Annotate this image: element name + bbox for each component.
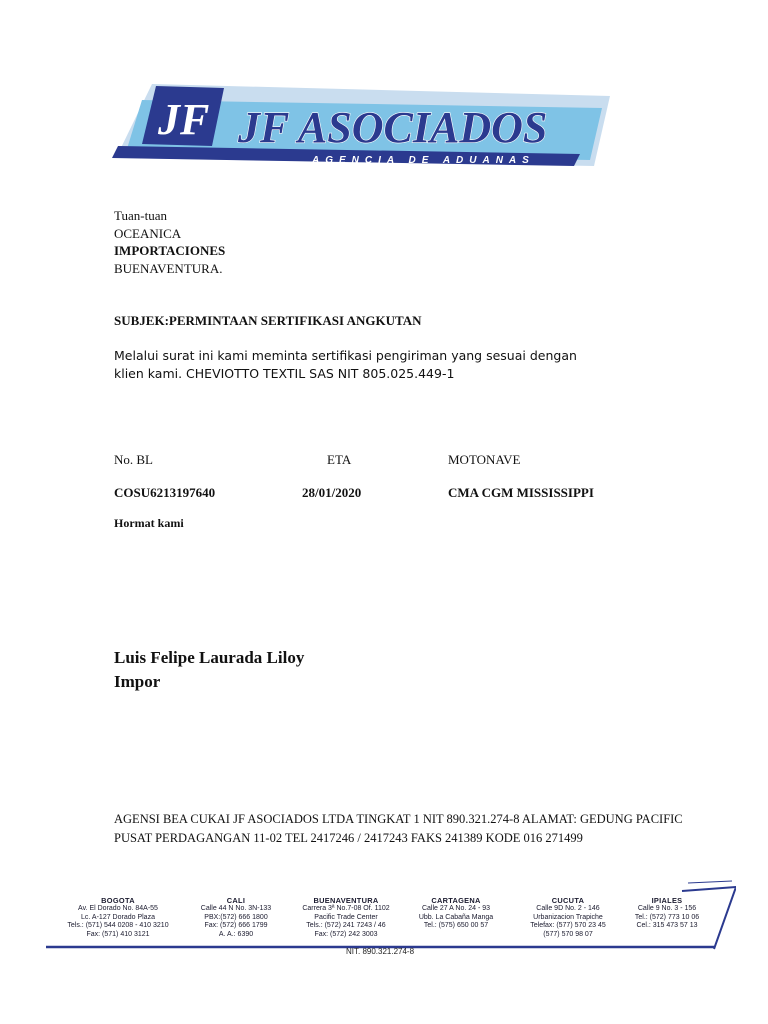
office-ipiales <box>612 897 722 931</box>
letter-body <box>114 347 604 383</box>
office-line: Calle 27 A No. 24 - 93 <box>421 905 491 913</box>
office-cucuta <box>508 897 628 939</box>
office-line: Urbanizacion Trapiche <box>533 913 603 921</box>
office-buenaventura <box>286 897 406 939</box>
footer-address <box>114 810 734 848</box>
office-line: Tel.: (572) 773 10 06 <box>634 913 700 921</box>
footer-nit: NIT. 890.321.274-8 <box>346 947 415 956</box>
logo-monogram: JF <box>158 95 210 144</box>
office-line: Fax: (572) 666 1799 <box>204 922 268 930</box>
closing: Hormat kami <box>114 516 184 530</box>
recipient-line-1: OCEANICA <box>114 225 182 241</box>
header-bl: No. BL <box>114 452 153 467</box>
jf-asociados-logo <box>112 82 612 182</box>
office-line: Av. El Dorado No. 84A-55 <box>78 905 158 913</box>
office-line: Fax: (571) 410 3121 <box>86 930 150 938</box>
office-line: Lc. A-127 Dorado Plaza <box>81 913 155 921</box>
office-line: Telefax: (577) 570 23 45 <box>530 922 606 930</box>
office-line: Calle 9D No. 2 - 146 <box>536 905 600 913</box>
recipient-line-2: IMPORTACIONES <box>114 243 226 258</box>
office-city: CUCUTA <box>551 896 585 905</box>
office-line: Fax: (572) 242 3003 <box>314 930 378 938</box>
body-line-1: Melalui surat ini kami meminta sertifikasi pengiriman yang sesuai dengan <box>114 348 577 363</box>
office-bogota <box>58 897 178 939</box>
salutation: Tuan-tuan <box>114 208 167 223</box>
office-city: BUENAVENTURA <box>313 896 379 905</box>
office-city: CARTAGENA <box>431 896 481 905</box>
office-city: IPIALES <box>651 896 683 905</box>
office-city: CALI <box>226 896 246 905</box>
value-vessel: CMA CGM MISSISSIPPI <box>448 485 594 500</box>
office-line: Calle 9 No. 3 - 156 <box>637 905 697 913</box>
office-cartagena <box>396 897 516 931</box>
value-eta: 28/01/2020 <box>302 485 362 500</box>
subject-line: SUBJEK:PERMINTAAN SERTIFIKASI ANGKUTAN <box>114 313 422 328</box>
office-line: Carrera 3ª No.7-08 Of. 1102 <box>302 905 390 913</box>
office-line: A. A.: 6390 <box>218 930 254 938</box>
recipient-block <box>114 207 225 277</box>
header-vessel: MOTONAVE <box>448 452 521 467</box>
office-line: Ubb. La Cabaña Manga <box>418 913 494 921</box>
signer-name: Luis Felipe Laurada Liloy <box>114 648 305 667</box>
footer-line-1: AGENSI BEA CUKAI JF ASOCIADOS LTDA TINGKAT 1 NIT 890.321.274-8 ALAMAT: GEDUNG PACIFIC <box>114 812 683 826</box>
logo-tagline: AGENCIA DE ADUANAS <box>312 155 535 166</box>
office-line: Calle 44 N No. 3N-133 <box>200 905 272 913</box>
office-line: (577) 570 98 07 <box>543 930 593 938</box>
body-line-2: klien kami. CHEVIOTTO TEXTIL SAS NIT 805.025.449-1 <box>114 366 455 381</box>
recipient-line-3: BUENAVENTURA. <box>114 260 223 276</box>
value-bl: COSU6213197640 <box>114 485 216 500</box>
office-cali <box>176 897 296 939</box>
footer-line-2: PUSAT PERDAGANGAN 11-02 TEL 2417246 / 2417243 FAKS 241389 KODE 016 271499 <box>114 831 583 845</box>
office-line: Tel.: (575) 650 00 57 <box>423 922 489 930</box>
office-line: Tels.: (572) 241 7243 / 46 <box>306 922 386 930</box>
office-line: Tels.: (571) 544 0208 - 410 3210 <box>67 922 169 930</box>
signature-block <box>114 646 304 694</box>
office-line: Cel.: 315 473 57 13 <box>636 922 698 930</box>
header-eta: ETA <box>327 452 352 467</box>
signer-title: Impor <box>114 672 161 691</box>
office-city: BOGOTA <box>101 896 135 905</box>
logo-brand-name: JF ASOCIADOS <box>238 103 548 152</box>
office-line: PBX:(572) 666 1800 <box>204 913 268 921</box>
office-line: Pacific Trade Center <box>314 913 378 921</box>
